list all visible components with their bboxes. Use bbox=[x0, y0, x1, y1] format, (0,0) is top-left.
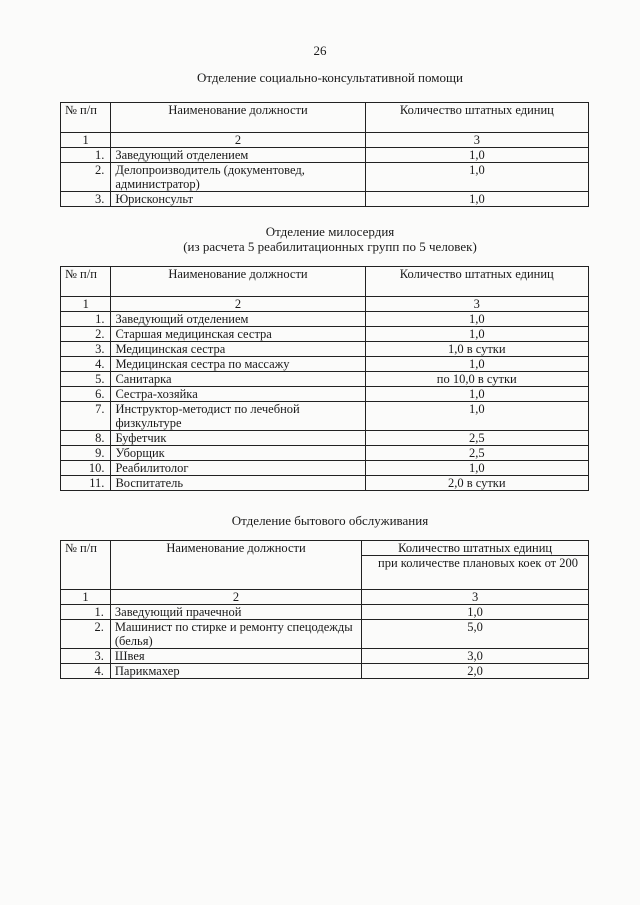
table-row bbox=[61, 664, 589, 679]
section-title-social: Отделение социально-консультативной помощи bbox=[197, 70, 463, 85]
row-num: 2. bbox=[61, 163, 111, 192]
row-qty: 1,0 bbox=[365, 387, 588, 402]
table-row bbox=[61, 312, 589, 327]
row-qty: 1,0 в сутки bbox=[365, 342, 588, 357]
index-row bbox=[61, 133, 589, 148]
table-row bbox=[61, 342, 589, 357]
table-row bbox=[61, 148, 589, 163]
index-num: 1 bbox=[61, 590, 111, 605]
header-qty-sub: при количестве плановых коек от 200 bbox=[362, 556, 589, 590]
row-name: Инструктор-методист по лечебной физкультуре bbox=[111, 402, 365, 431]
header-name: Наименование должности bbox=[111, 103, 365, 133]
row-qty: 1,0 bbox=[365, 148, 588, 163]
row-qty: 1,0 bbox=[362, 605, 589, 620]
row-name: Буфетчик bbox=[111, 431, 365, 446]
index-name: 2 bbox=[111, 133, 365, 148]
row-qty: 5,0 bbox=[362, 620, 589, 649]
index-name: 2 bbox=[111, 297, 365, 312]
row-num: 10. bbox=[61, 461, 111, 476]
table-header-row bbox=[61, 541, 589, 556]
row-qty: 2,0 bbox=[362, 664, 589, 679]
index-name: 2 bbox=[110, 590, 361, 605]
page-number: 26 bbox=[313, 43, 327, 58]
table-row bbox=[61, 387, 589, 402]
row-name: Медицинская сестра bbox=[111, 342, 365, 357]
row-name: Машинист по стирке и ремонту спецодежды (белья) bbox=[110, 620, 361, 649]
header-name: Наименование должности bbox=[111, 267, 365, 297]
row-num: 1. bbox=[61, 312, 111, 327]
row-num: 5. bbox=[61, 372, 111, 387]
header-qty: Количество штатных единиц bbox=[365, 103, 588, 133]
header-name: Наименование должности bbox=[110, 541, 361, 590]
table-row bbox=[61, 431, 589, 446]
row-qty: 1,0 bbox=[365, 163, 588, 192]
row-qty: 3,0 bbox=[362, 649, 589, 664]
table-row bbox=[61, 461, 589, 476]
index-num: 1 bbox=[61, 133, 111, 148]
section-title-household: Отделение бытового обслуживания bbox=[231, 513, 429, 528]
row-num: 4. bbox=[61, 357, 111, 372]
row-name: Воспитатель bbox=[111, 476, 365, 491]
row-name: Швея bbox=[110, 649, 361, 664]
row-qty: 2,5 bbox=[365, 431, 588, 446]
table-row bbox=[61, 372, 589, 387]
table-header-row bbox=[61, 267, 589, 297]
index-num: 1 bbox=[61, 297, 111, 312]
table-row bbox=[61, 327, 589, 342]
header-qty: Количество штатных единиц bbox=[365, 267, 588, 297]
row-num: 4. bbox=[61, 664, 111, 679]
table-row bbox=[61, 192, 589, 207]
row-name: Уборщик bbox=[111, 446, 365, 461]
table-row bbox=[61, 605, 589, 620]
row-num: 3. bbox=[61, 649, 111, 664]
row-num: 11. bbox=[61, 476, 111, 491]
row-qty: 1,0 bbox=[365, 327, 588, 342]
header-num: № п/п bbox=[61, 103, 111, 133]
row-name: Санитарка bbox=[111, 372, 365, 387]
row-num: 7. bbox=[61, 402, 111, 431]
index-qty: 3 bbox=[365, 133, 588, 148]
row-num: 9. bbox=[61, 446, 111, 461]
row-name: Заведующий прачечной bbox=[110, 605, 361, 620]
index-row bbox=[61, 297, 589, 312]
row-qty: 1,0 bbox=[365, 312, 588, 327]
index-qty: 3 bbox=[362, 590, 589, 605]
row-name: Заведующий отделением bbox=[111, 148, 365, 163]
table-social-consult bbox=[60, 102, 589, 207]
row-name: Юрисконсульт bbox=[111, 192, 365, 207]
row-num: 1. bbox=[61, 148, 111, 163]
table-row bbox=[61, 476, 589, 491]
row-qty: 1,0 bbox=[365, 357, 588, 372]
table-row bbox=[61, 446, 589, 461]
row-num: 6. bbox=[61, 387, 111, 402]
table-row bbox=[61, 620, 589, 649]
row-num: 3. bbox=[61, 192, 111, 207]
row-name: Старшая медицинская сестра bbox=[111, 327, 365, 342]
row-name: Сестра-хозяйка bbox=[111, 387, 365, 402]
row-name: Заведующий отделением bbox=[111, 312, 365, 327]
row-num: 1. bbox=[61, 605, 111, 620]
row-name: Делопроизводитель (документовед, администратор) bbox=[111, 163, 365, 192]
table-row bbox=[61, 163, 589, 192]
index-qty: 3 bbox=[365, 297, 588, 312]
row-qty: 1,0 bbox=[365, 402, 588, 431]
header-num: № п/п bbox=[61, 541, 111, 590]
section-subtitle-mercy: (из расчета 5 реабилитационных групп по 5 человек) bbox=[183, 239, 477, 254]
table-row bbox=[61, 649, 589, 664]
row-qty: 1,0 bbox=[365, 192, 588, 207]
table-row bbox=[61, 402, 589, 431]
row-name: Парикмахер bbox=[110, 664, 361, 679]
row-num: 2. bbox=[61, 327, 111, 342]
row-qty: 2,5 bbox=[365, 446, 588, 461]
row-qty: 1,0 bbox=[365, 461, 588, 476]
table-household bbox=[60, 540, 589, 679]
row-name: Реабилитолог bbox=[111, 461, 365, 476]
table-mercy bbox=[60, 266, 589, 491]
row-name: Медицинская сестра по массажу bbox=[111, 357, 365, 372]
header-num: № п/п bbox=[61, 267, 111, 297]
table-row bbox=[61, 357, 589, 372]
row-num: 3. bbox=[61, 342, 111, 357]
section-title-mercy: Отделение милосердия bbox=[265, 224, 395, 239]
row-qty: 2,0 в сутки bbox=[365, 476, 588, 491]
index-row bbox=[61, 590, 589, 605]
row-qty: по 10,0 в сутки bbox=[365, 372, 588, 387]
row-num: 2. bbox=[61, 620, 111, 649]
header-qty: Количество штатных единиц bbox=[362, 541, 589, 556]
row-num: 8. bbox=[61, 431, 111, 446]
table-header-row bbox=[61, 103, 589, 133]
